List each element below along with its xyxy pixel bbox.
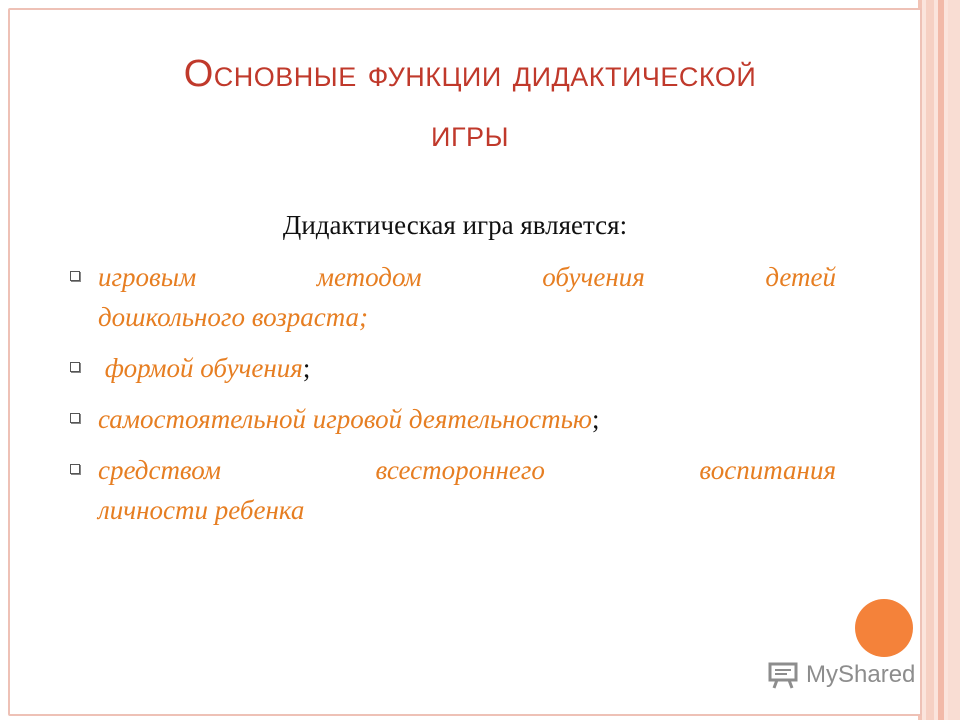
presentation-board-icon <box>768 661 800 689</box>
slide-title-line-2: игры <box>431 113 509 155</box>
list-word: всестороннего <box>375 455 545 485</box>
list-word: средством <box>98 455 222 485</box>
decorative-side-stripes <box>918 0 960 720</box>
list-item-line-1 <box>98 348 836 388</box>
list-text: самостоятельной игровой деятельностью <box>98 404 592 434</box>
list-item <box>66 348 836 388</box>
list-word: детей <box>765 262 836 292</box>
list-item <box>66 399 836 439</box>
logo-text: MyShared <box>806 661 916 688</box>
list-word: обучения <box>542 262 645 292</box>
list-item-line-1 <box>98 450 836 490</box>
list-continuation: личности ребенка <box>98 495 305 525</box>
list-punctuation: ; <box>302 353 311 383</box>
list-item-line-1 <box>98 257 836 297</box>
myshared-logo[interactable] <box>768 658 915 692</box>
slide-title <box>70 44 870 164</box>
list-item <box>66 257 836 337</box>
list-text: формой обучения <box>98 353 303 383</box>
checkbox-bullet-icon <box>70 362 80 372</box>
list-word: воспитания <box>699 455 836 485</box>
intro-text: Дидактическая игра является: <box>282 210 628 240</box>
list-punctuation: ; <box>591 404 600 434</box>
list-item-line-2 <box>98 490 836 530</box>
bullet-list <box>66 257 836 541</box>
list-continuation: дошкольного возраста; <box>98 302 369 332</box>
checkbox-bullet-icon <box>70 413 80 423</box>
slide-title-line-1: Основные функции дидактической <box>183 53 757 95</box>
slide-frame <box>8 8 922 716</box>
checkbox-bullet-icon <box>70 464 80 474</box>
list-word: игровым <box>98 262 197 292</box>
list-item-line-1 <box>98 399 836 439</box>
checkbox-bullet-icon <box>70 271 80 281</box>
list-word: методом <box>316 262 422 292</box>
list-item-line-2 <box>98 297 836 337</box>
decorative-orange-circle <box>855 599 913 657</box>
list-item <box>66 450 836 530</box>
